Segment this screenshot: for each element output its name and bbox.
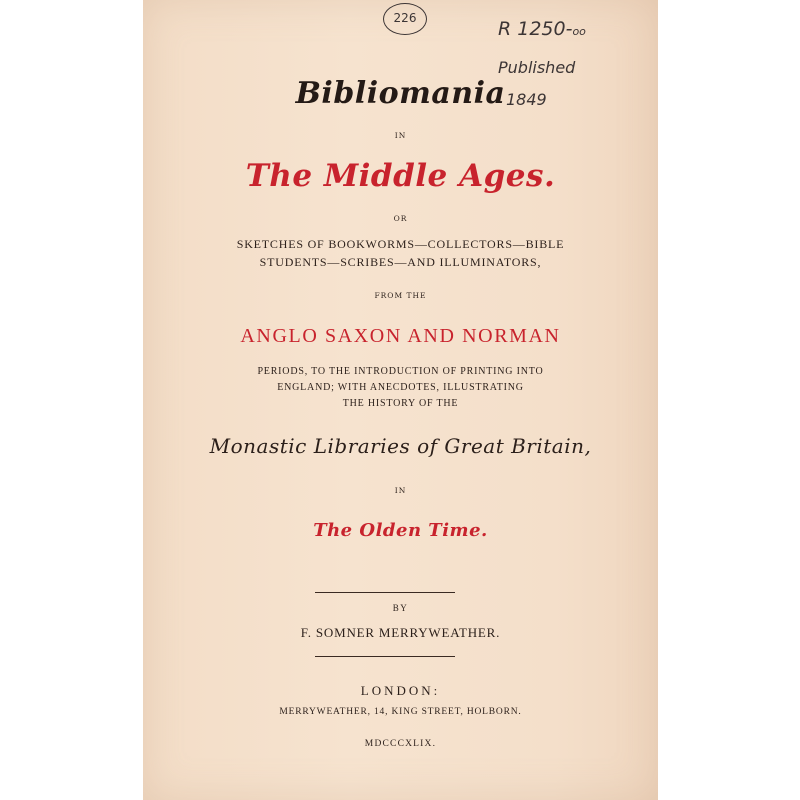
imprint-city: LONDON: [360,683,441,698]
in-label-1: IN [394,131,407,140]
periods-line-2: ENGLAND; WITH ANECDOTES, ILLUSTRATING [277,382,524,393]
published-annotation: Published [498,58,576,77]
in-label-2: IN [394,486,407,495]
circled-number-annotation [383,3,427,35]
divider-top [315,592,455,593]
olden-time: The Olden Time. [313,520,488,541]
title-bibliomania: Bibliomania [295,76,506,111]
title-page [143,0,658,800]
imprint-publisher: MERRYWEATHER, 14, KING STREET, HOLBORN. [279,707,522,717]
subtitle-line-1: SKETCHES OF BOOKWORMS—COLLECTORS—BIBLE [236,237,565,251]
price-suffix: oo [572,25,586,38]
monastic-libraries: Monastic Libraries of Great Britain, [209,434,592,458]
imprint-date: MDCCCXLIX. [364,739,437,749]
subtitle-line-2: STUDENTS—SCRIBES—AND ILLUMINATORS, [259,255,542,269]
published-year-annotation: 1849 [506,90,547,109]
periods-line-3: THE HISTORY OF THE [342,398,459,409]
divider-bottom [315,656,455,657]
periods-line-1: PERIODS, TO THE INTRODUCTION OF PRINTING INTO [257,366,544,377]
price-annotation [498,18,586,40]
by-label: BY [392,603,409,613]
title-middle-ages: The Middle Ages. [245,158,556,194]
price-text: R 1250- [498,18,573,40]
periods-heading: ANGLO SAXON AND NORMAN [240,325,561,347]
author-name: F. SOMNER MERRYWEATHER. [300,625,501,640]
or-label: OR [393,214,408,223]
circled-number: 226 [393,11,417,25]
from-the-label: FROM THE [374,291,427,300]
